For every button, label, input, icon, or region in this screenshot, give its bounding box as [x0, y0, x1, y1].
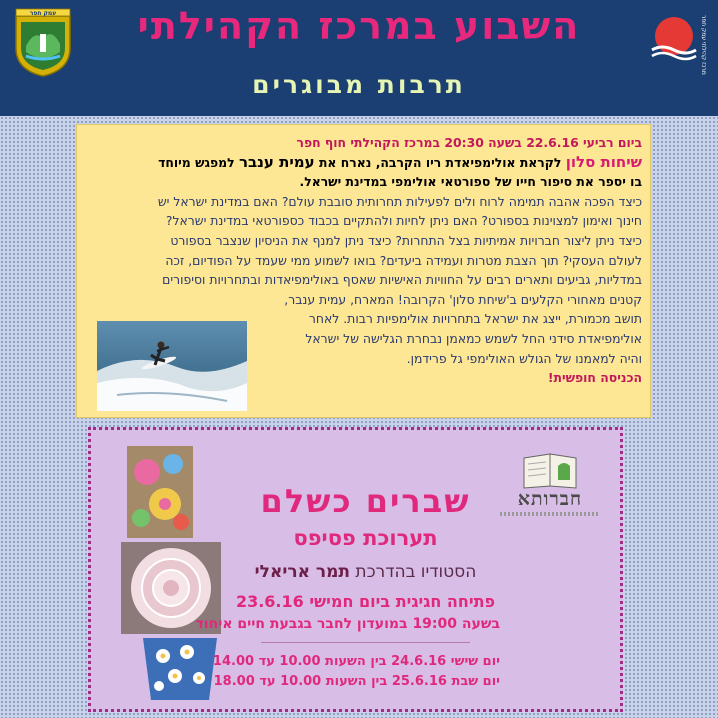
- chavruta-tagline: [500, 512, 600, 516]
- event1-body-line: תושב מכמורת, ייצג את ישראל בתחרויות אולימפיות רבות. לאחר: [308, 311, 642, 327]
- logo-right-label: מרכז קהילתי עמק חפר: [700, 15, 707, 75]
- event1-body-line: חינוך ואימון למצוינות בספורט? האם ניתן לחיות ולהתקיים בכבוד כספורטאי במדינת ישראל?: [165, 213, 642, 229]
- exhibition-friday-hours: יום שישי 24.6.16 בין השעות 10.00 עד 14.00: [212, 654, 500, 669]
- event1-intro-end: למפגש מיוחד: [158, 154, 239, 170]
- studio-prefix: הסטודיו בהדרכת: [350, 562, 477, 582]
- chavruta-logo: [500, 450, 600, 520]
- event1-body-line: במדליות, גביעים ותארים רבים על החוויות האישיות שאסף באולימפיאדות ובתחרויות וסיפורים: [162, 272, 642, 288]
- event1-body-line: לעולם העסקי? תוך הצבת מטרות ועמידה ביעדים? בואו לשמוע ממי שעמד על הפודיום, זכה: [165, 252, 642, 268]
- header-banner: [0, 0, 718, 116]
- event1-intro-text: לקראת אולימפיאדת ריו הקרבה, נארח את: [314, 154, 566, 170]
- event1-date-line: [85, 133, 642, 153]
- page-title: השבוע במרכז הקהילתי: [137, 4, 581, 48]
- emblem-label: עמק חפר: [29, 10, 57, 17]
- event1-body-line: והיה למאמנו של הגולש האולימפי גל פרידמן.: [406, 350, 642, 366]
- exhibition-title: שברים כשלם: [260, 482, 471, 520]
- book-icon: [520, 450, 580, 490]
- event1-series-name: שיחות סלון: [565, 152, 642, 171]
- event1-body-line: כיצד ניתן ליצור חברויות אמיתיות בצל התחרות? כיצד ניתן למנף את הניסיון שנצבר בספורט: [170, 232, 642, 248]
- studio-instructor-name: תמר אריאלי: [254, 562, 351, 582]
- event-salon-talk-panel: [76, 124, 651, 418]
- divider: [261, 642, 470, 643]
- exhibition-studio: [231, 562, 500, 582]
- event1-intro-line: [85, 153, 642, 173]
- event1-body-line: אולימפיאדת סידני החל לשמש כמאמן נבחרת הגלישה של ישראל: [305, 330, 642, 346]
- event1-guest-name: עמית ענבר: [238, 152, 315, 171]
- exhibition-subtitle: תערוכת פסיפס: [293, 526, 438, 550]
- exhibition-opening: פתיחה חגיגית ביום חמישי 23.6.16: [235, 592, 496, 611]
- event1-free-entry: הכניסה חופשית!: [547, 370, 642, 386]
- exhibition-opening-time: בשעה 19:00 במועדון לחבר בגבעת חיים איחוד: [195, 616, 500, 632]
- event-mosaic-exhibition-panel: [88, 427, 623, 712]
- event1-body-line: כיצד הפכה אהבה תמימה לרוח ולים לפעילות תחרותית סובבת עולם? האם במדינת ישראל יש: [157, 193, 642, 209]
- emek-hefer-emblem-icon: [12, 8, 74, 78]
- chavruta-logo-text: חברותא: [517, 488, 583, 510]
- event1-summary-line: בו יספר את סיפור חייו של ספורטאי אולימפי במדינת ישראל.: [299, 174, 642, 190]
- event1-date: ביום רביעי 22.6.16 בשעה 20:30 במרכז הקהילתי חוף חפר: [296, 135, 642, 150]
- event1-body-line: קטנים מאחורי הקלעים ב'שיחת סלון' הקרובה! המארח, עמית ענבר,: [284, 291, 642, 307]
- exhibition-saturday-hours: יום שבת 25.6.16 בין השעות 10.00 עד 18.00: [213, 674, 500, 689]
- surfer-photo: [97, 321, 247, 411]
- community-center-logo-icon: [644, 6, 708, 76]
- page-subtitle: תרבות מבוגרים: [252, 70, 466, 99]
